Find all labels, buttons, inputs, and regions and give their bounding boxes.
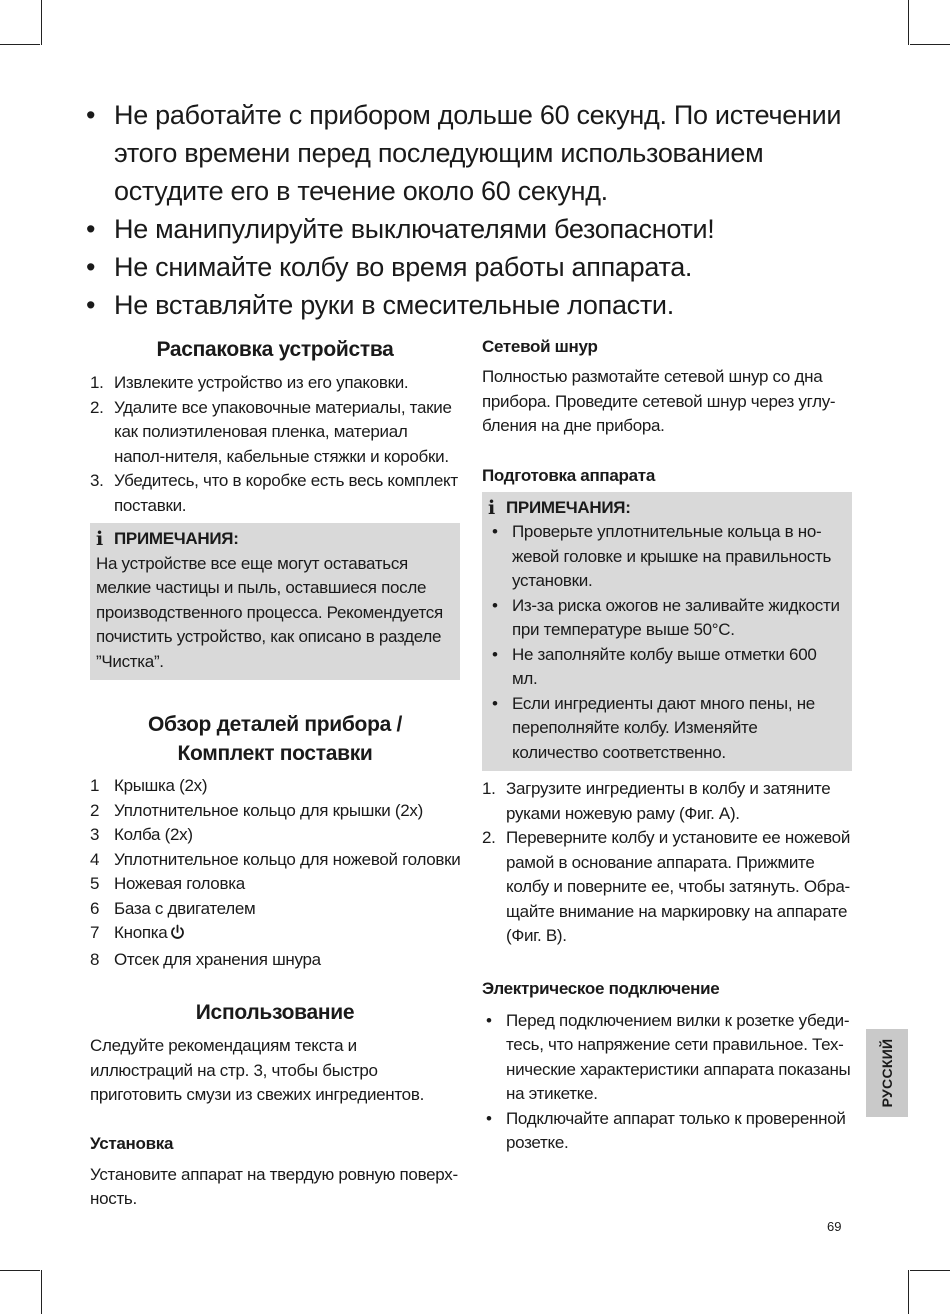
step-number: 1. <box>482 779 496 798</box>
part-name: Крышка (2x) <box>114 776 208 795</box>
power-icon <box>170 923 185 948</box>
list-item <box>90 371 460 396</box>
usage-heading: Использование <box>195 1001 355 1024</box>
list-item: • Перед подключением вилки к розетке убеди-тесь, что напряжение сети правильное. Тех-нические характеристики аппарата показаны на этикетке. <box>482 1009 852 1107</box>
part-number: 6 <box>90 898 100 918</box>
step-number: 2. <box>482 828 496 847</box>
list-item <box>90 848 460 873</box>
step-text: Удалите все упаковочные материалы, такие как полиэтиленовая пленка, материал напол-нителя, кабельные стяжки и коробки. <box>114 397 452 466</box>
list-item: • Из-за риска ожогов не заливайте жидкости при температуре выше 50°C. <box>488 594 846 643</box>
note-text: На устройстве все еще могут оставаться мелкие частицы и пыль, оставшиеся после производственного процесса. Рекомендуется почистить устройство, как описано в разделе ”Чистка”. <box>96 553 443 671</box>
note-title <box>96 527 454 552</box>
list-item: • Проверьте уплотнительные кольца в но-жевой головке и крышке на правильность установки. <box>488 520 846 594</box>
list-item <box>90 897 460 922</box>
part-number: 4 <box>90 849 100 869</box>
safety-bullet: • Не манипулируйте выключателями безопасноти! <box>86 210 866 248</box>
prep-steps <box>482 777 852 949</box>
list-item <box>482 826 852 949</box>
install-heading: Установка <box>90 1133 174 1153</box>
crop-mark <box>908 0 909 45</box>
prep-note <box>482 492 852 772</box>
usage-intro: Следуйте рекомендациям текста и иллюстраций на стр. 3, чтобы быстро приготовить смузи из свежих ингредиентов. <box>90 1036 424 1104</box>
safety-bullet: • Не снимайте колбу во время работы аппарата. <box>86 248 866 286</box>
unpacking-steps <box>90 371 460 518</box>
list-item <box>90 469 460 518</box>
part-name: Ножевая головка <box>114 874 245 893</box>
page-number: 69 <box>827 1219 842 1234</box>
part-number: 2 <box>90 800 100 820</box>
part-name: Колба (2x) <box>114 825 193 844</box>
list-item <box>90 948 460 973</box>
right-column <box>482 335 852 1156</box>
list-item <box>90 774 460 799</box>
step-text: Извлеките устройство из его упаковки. <box>114 373 409 392</box>
crop-mark <box>41 0 42 45</box>
list-item: • Если ингредиенты дают много пены, не переполняйте колбу. Изменяйте количество соответственно. <box>488 692 846 766</box>
crop-mark <box>910 44 950 45</box>
step-number: 3. <box>90 471 104 490</box>
part-number: 3 <box>90 825 100 844</box>
part-name: Отсек для хранения шнура <box>114 949 321 969</box>
crop-mark <box>910 1270 950 1271</box>
prep-heading: Подготовка аппарата <box>482 465 655 485</box>
part-number: 7 <box>90 923 100 942</box>
crop-mark <box>41 1270 42 1314</box>
step-text: Переверните колбу и установите ее ножевой рамой в основание аппарата. Прижмите колбу и поверните ее, чтобы затянуть. Обра-щайте внимание на маркировку на аппарате (Фиг. B). <box>506 828 851 945</box>
step-text: Убедитесь, что в коробке есть весь комплект поставки. <box>114 471 458 515</box>
list-item: • Подключайте аппарат только к проверенной розетке. <box>482 1107 852 1156</box>
list-item <box>90 823 460 848</box>
list-item: • Не заполняйте колбу выше отметки 600 мл. <box>488 643 846 692</box>
note-title-text: ПРИМЕЧАНИЯ: <box>114 529 239 548</box>
language-tab <box>866 1029 908 1117</box>
list-item <box>482 777 852 826</box>
note-title <box>488 496 846 521</box>
info-icon: i <box>96 528 103 551</box>
list-item <box>90 396 460 470</box>
overview-heading-line: Комплект поставки <box>177 742 373 765</box>
electric-heading: Электрическое подключение <box>482 978 720 998</box>
unpacking-heading: Распаковка устройства <box>156 338 394 361</box>
safety-bullet: • Не работайте с прибором дольше 60 секунд. По истечении этого времени перед последующим использованием остудите его в течение около 60 секунд. <box>86 96 866 210</box>
part-name: Уплотнительное кольцо для крышки (2x) <box>114 800 423 820</box>
unpacking-note <box>90 523 460 680</box>
part-number: 5 <box>90 874 100 893</box>
prep-note-list <box>488 520 846 765</box>
safety-bullet: • Не вставляйте руки в смесительные лопасти. <box>86 286 866 324</box>
note-title-text: ПРИМЕЧАНИЯ: <box>506 497 631 517</box>
step-number: 2. <box>90 397 104 417</box>
list-item <box>90 872 460 897</box>
cord-text: Полностью размотайте сетевой шнур со дна прибора. Проведите сетевой шнур через углу-бления на дне прибора. <box>482 367 836 435</box>
crop-mark <box>0 1270 40 1271</box>
part-number: 8 <box>90 949 100 969</box>
step-number: 1. <box>90 373 104 392</box>
list-item <box>90 799 460 824</box>
overview-heading-line: Обзор деталей прибора / <box>147 713 403 736</box>
step-text: Загрузите ингредиенты в колбу и затяните руками ножевую раму (Фиг. A). <box>506 779 831 823</box>
list-item <box>90 921 460 948</box>
crop-mark <box>908 1270 909 1314</box>
cord-heading: Сетевой шнур <box>482 337 598 356</box>
info-icon: i <box>488 496 495 519</box>
left-column <box>90 335 460 1212</box>
part-name: Уплотнительное кольцо для ножевой головки <box>114 849 461 869</box>
install-text: Установите аппарат на твердую ровную поверх-ность. <box>90 1164 458 1208</box>
part-number: 1 <box>90 776 100 795</box>
electric-list <box>482 1009 852 1156</box>
part-name: База с двигателем <box>114 898 256 918</box>
crop-mark <box>0 44 40 45</box>
part-name: Кнопка <box>114 923 168 942</box>
overview-heading <box>90 710 460 768</box>
parts-list <box>90 774 460 972</box>
language-label: РУССКИЙ <box>879 1038 895 1108</box>
safety-bullets <box>86 96 866 324</box>
